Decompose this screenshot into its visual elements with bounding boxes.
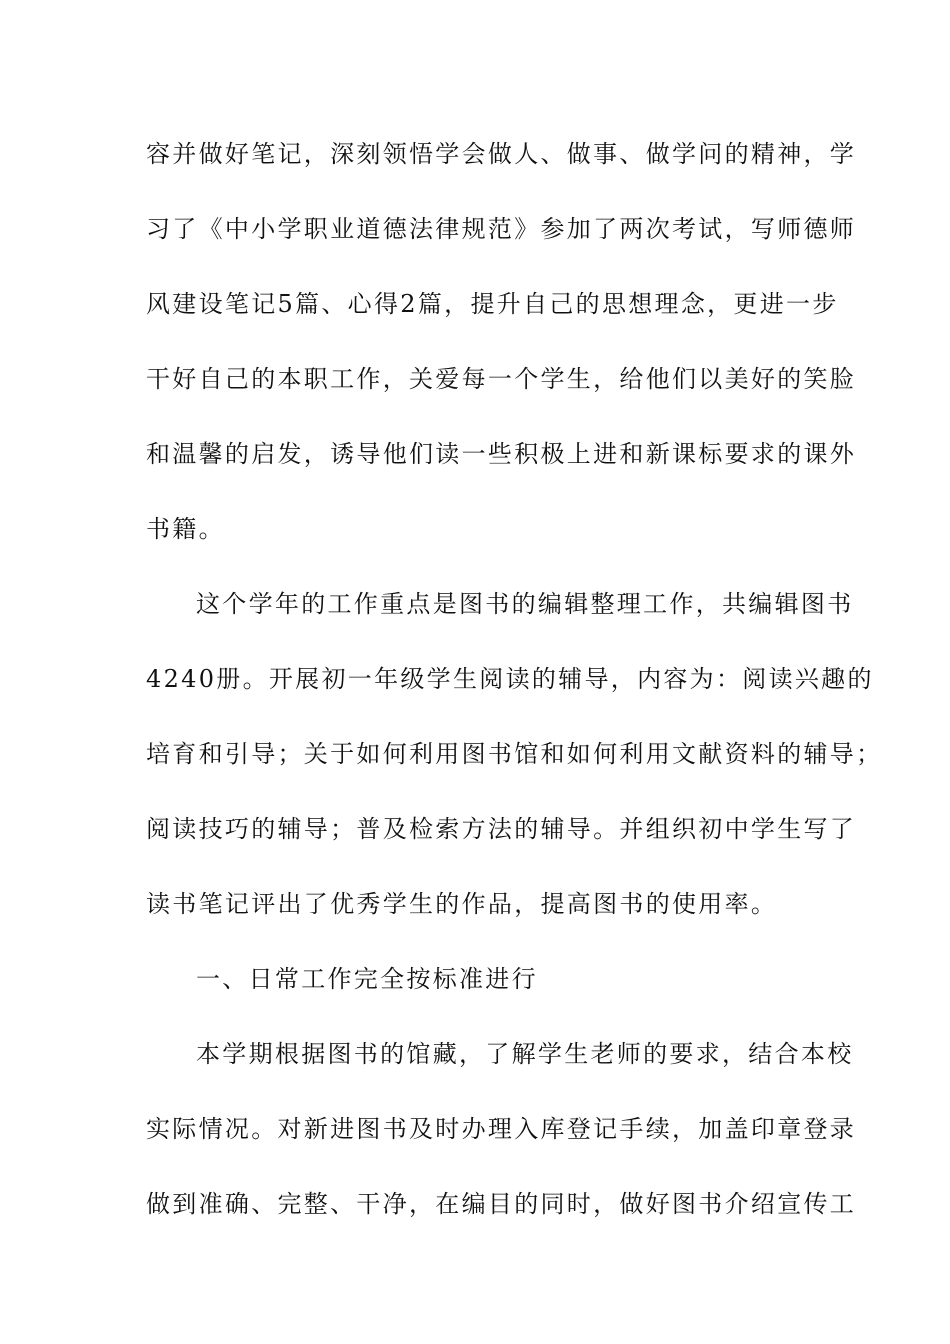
text-line: 风建设笔记5篇、心得2篇，提升自己的思想理念，更进一步	[146, 290, 839, 318]
text-line: 书籍。	[146, 515, 225, 543]
paragraph-first-line: 这个学年的工作重点是图书的编辑整理工作，共编辑图书	[196, 590, 854, 618]
text-line: 读书笔记评出了优秀学生的作品，提高图书的使用率。	[146, 890, 778, 918]
text-line: 实际情况。对新进图书及时办理入库登记手续，加盖印章登录	[146, 1115, 857, 1143]
text-line: 习了《中小学职业道德法律规范》参加了两次考试，写师德师	[146, 215, 857, 243]
text-line: 干好自己的本职工作，关爱每一个学生，给他们以美好的笑脸	[146, 365, 857, 393]
paragraph-first-line: 本学期根据图书的馆藏，了解学生老师的要求，结合本校	[196, 1040, 854, 1068]
text-line: 容并做好笔记，深刻领悟学会做人、做事、做学问的精神，学	[146, 140, 857, 168]
text-line: 做到准确、完整、干净，在编目的同时，做好图书介绍宣传工	[146, 1190, 857, 1218]
text-line: 培育和引导；关于如何利用图书馆和如何利用文献资料的辅导；	[146, 740, 883, 768]
section-heading: 一、日常工作完全按标准进行	[196, 965, 538, 993]
text-line: 和温馨的启发，诱导他们读一些积极上进和新课标要求的课外	[146, 440, 857, 468]
text-line: 4240册。开展初一年级学生阅读的辅导，内容为：阅读兴趣的	[146, 665, 874, 693]
text-line: 阅读技巧的辅导；普及检索方法的辅导。并组织初中学生写了	[146, 815, 857, 843]
